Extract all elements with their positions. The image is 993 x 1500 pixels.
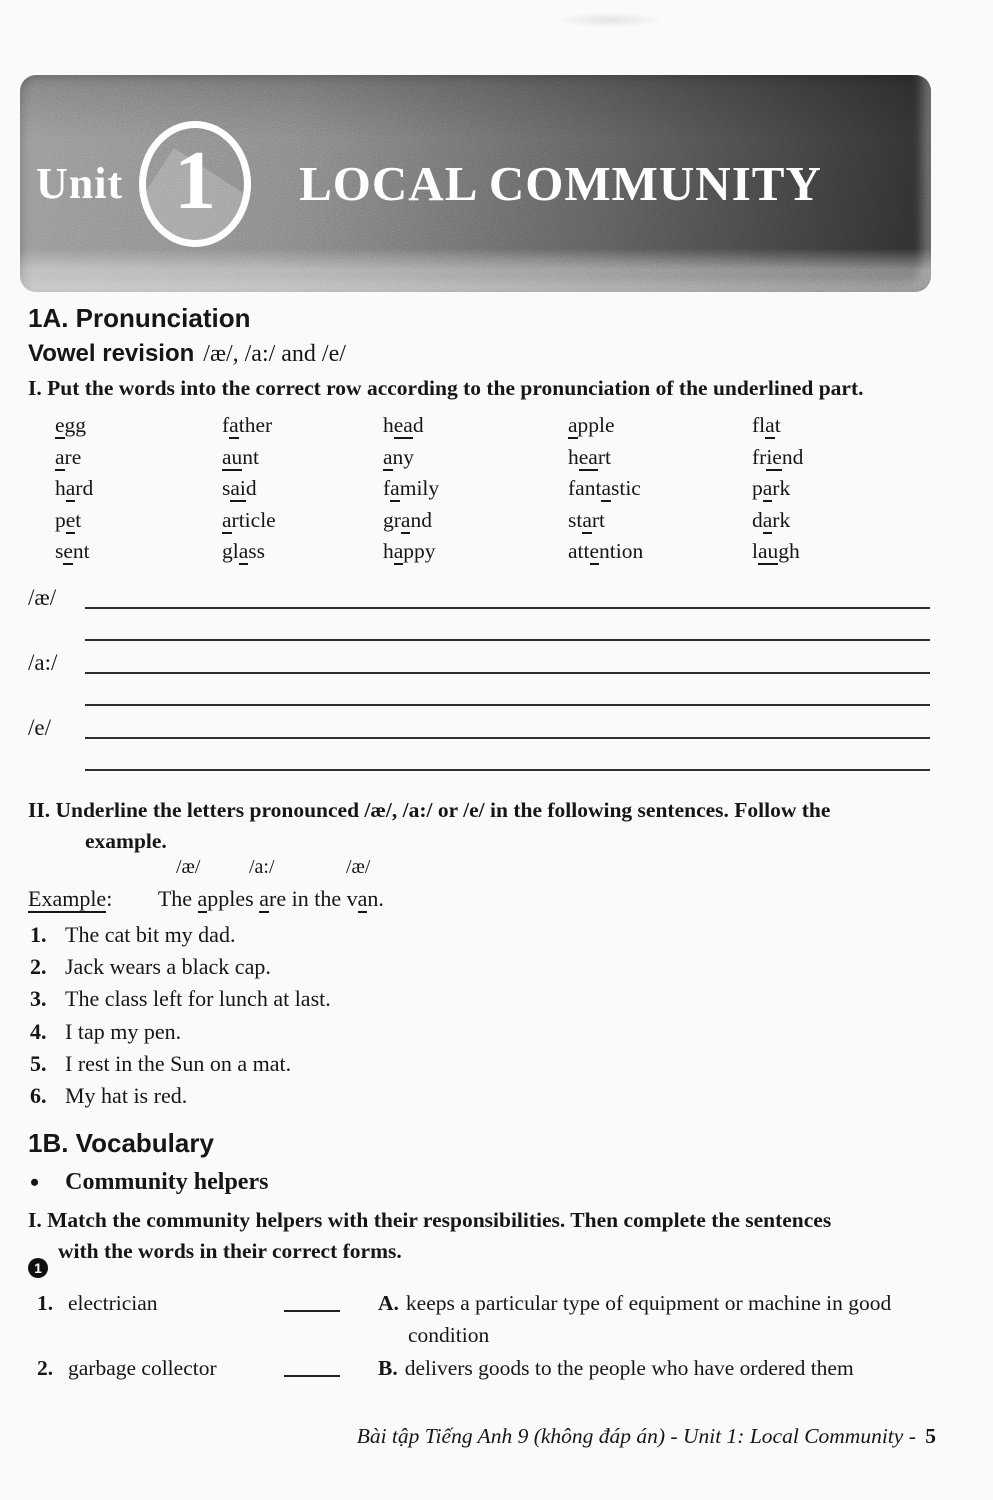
word-post: ntion — [599, 539, 644, 563]
word — [568, 445, 752, 477]
word — [568, 413, 752, 445]
unit-label: Unit — [36, 159, 124, 208]
match-item — [0, 1288, 993, 1351]
write-on-line — [85, 737, 930, 739]
word-underlined-part: a — [383, 444, 393, 469]
word — [383, 476, 568, 508]
vowel-revision-label: Vowel revision — [28, 340, 195, 367]
word — [383, 413, 568, 445]
phoneme-label: /a:/ — [28, 649, 58, 675]
word-pre: fl — [752, 413, 766, 437]
phoneme-answer-lines — [28, 581, 930, 776]
phoneme-annotation: /æ/ — [346, 856, 371, 878]
word-pre: att — [568, 539, 590, 563]
sentence-text: The cat bit my dad. — [65, 922, 236, 947]
word-post: t — [75, 507, 82, 532]
word-underlined-part: a — [762, 507, 773, 532]
example-colon: : — [106, 886, 113, 911]
word-post: mily — [399, 476, 440, 500]
phoneme-label: /e/ — [28, 714, 51, 740]
phoneme-annotations — [0, 856, 993, 884]
word-pre: gl — [222, 539, 239, 563]
word — [55, 508, 222, 540]
word-pre: h — [383, 539, 394, 563]
word-underlined-part: a — [238, 539, 249, 563]
word-pre: d — [752, 507, 763, 532]
match-letter: B. — [378, 1356, 398, 1380]
word-pre: f — [222, 413, 230, 437]
sentence-item — [0, 986, 993, 1018]
word-underlined-part: a — [393, 539, 404, 563]
word-post: ther — [238, 413, 273, 437]
section-1b-heading: 1B. Vocabulary — [28, 1128, 214, 1158]
word-post: rt — [591, 507, 606, 532]
example-row — [28, 886, 384, 912]
word-pre: h — [383, 413, 394, 437]
community-helpers-label: Community helpers — [65, 1169, 269, 1195]
word — [55, 413, 222, 445]
write-on-line — [85, 607, 930, 609]
sentence-text: I rest in the Sun on a mat. — [65, 1050, 292, 1076]
answer-line-row — [28, 679, 930, 712]
footer-title: Bài tập Tiếng Anh 9 (không đáp án) - Unit 1: Local Community - — [356, 1424, 922, 1448]
word-underlined-part: e — [55, 413, 65, 437]
word — [752, 508, 932, 540]
word-post: ppy — [403, 539, 436, 563]
bullet-icon: • — [30, 1168, 40, 1197]
example-underlined-letter: a — [357, 886, 368, 911]
word-post: ny — [392, 444, 415, 469]
vowel-revision-phonemes: /æ/, /a:/ and /e/ — [203, 341, 346, 367]
phoneme-annotation: /æ/ — [176, 856, 201, 878]
word-underlined-part: a — [568, 413, 578, 437]
word-underlined-part: a — [222, 507, 232, 532]
word — [222, 539, 383, 571]
community-helpers-row — [30, 1168, 268, 1198]
task-1a-exercise-2: II. Underline the letters pronounced /æ/, /a:/ or /e/ in the following sentences. Follow the example. — [28, 798, 831, 853]
word-underlined-part: a — [582, 507, 592, 532]
word-post: nt — [72, 539, 90, 563]
word-post: rk — [772, 507, 791, 532]
word-pre: st — [568, 507, 583, 532]
vowel-revision-subheading — [28, 340, 346, 368]
answer-blank — [284, 1310, 340, 1312]
word-pre: fant — [568, 476, 602, 500]
write-on-line — [85, 639, 930, 641]
word-underlined-part: a — [765, 413, 775, 437]
word-underlined-part: e — [589, 539, 600, 563]
example-sentence — [158, 886, 384, 911]
word-post: t — [774, 413, 781, 437]
word-post: d — [245, 476, 257, 500]
sentence-item — [0, 1051, 993, 1083]
phoneme-label: /æ/ — [28, 584, 57, 610]
word — [752, 445, 932, 477]
word — [568, 508, 752, 540]
match-description-text: keeps a particular type of equipment or machine in good — [405, 1291, 892, 1315]
phoneme-annotation: /a:/ — [249, 856, 275, 878]
word — [222, 508, 383, 540]
word-underlined-part: a — [762, 476, 773, 500]
word-underlined-part: ai — [230, 476, 246, 500]
task-1a-exercise-1: I. Put the words into the correct row according to the pronunciation of the underlined part. — [28, 376, 864, 400]
sentence-item — [0, 1083, 993, 1115]
word-pre: fr — [752, 444, 767, 469]
answer-line-row — [28, 614, 930, 647]
word-post: ss — [248, 539, 266, 563]
word-post: stic — [610, 476, 641, 500]
example-label: Example — [28, 886, 107, 911]
example-text: n. — [367, 886, 384, 911]
write-on-line — [85, 769, 930, 771]
word — [383, 539, 568, 571]
word-post: rticle — [231, 507, 276, 532]
match-term: electrician — [68, 1291, 158, 1315]
task-1b-exercise-1: I. Match the community helpers with their responsibilities. Then complete the sentences with the words in their correct forms. — [28, 1208, 832, 1263]
word-underlined-part: au — [757, 539, 779, 563]
word — [752, 539, 932, 571]
write-on-line — [85, 704, 930, 706]
write-on-line — [85, 672, 930, 674]
word — [383, 445, 568, 477]
sentence-number: 1. — [30, 922, 47, 947]
sentence-number: 4. — [30, 1018, 47, 1044]
example-text: re in the v — [269, 886, 358, 911]
sentence-text: I tap my pen. — [65, 1018, 182, 1044]
word-post: d — [412, 413, 424, 437]
unit-number: 1 — [174, 133, 217, 227]
section-1a-heading: 1A. Pronunciation — [28, 303, 251, 333]
word-pre: gr — [383, 507, 401, 532]
answer-blank — [284, 1375, 340, 1377]
example-text: pples — [207, 886, 260, 911]
word-post: nd — [781, 444, 804, 469]
answer-line-row — [28, 711, 930, 744]
answer-line-row — [28, 744, 930, 777]
word-underlined-part: a — [601, 476, 611, 500]
part-marker-circled-1: 1 — [28, 1258, 48, 1278]
word-pre: p — [752, 476, 763, 500]
word-post: gh — [778, 539, 800, 563]
word — [383, 508, 568, 540]
word-underlined-part: a — [390, 476, 400, 500]
sentence-number: 3. — [30, 986, 47, 1012]
word — [568, 476, 752, 508]
scan-smudge — [555, 12, 665, 28]
word-post: re — [64, 444, 82, 469]
match-term: garbage collector — [68, 1356, 217, 1380]
footer-page-number: 5 — [925, 1424, 936, 1448]
sentence-text: Jack wears a black cap. — [65, 954, 271, 980]
word — [568, 539, 752, 571]
word-underlined-part: a — [65, 476, 76, 500]
word-post: rk — [772, 476, 791, 500]
word — [752, 476, 932, 508]
word — [222, 445, 383, 477]
word-underlined-part: a — [55, 444, 65, 469]
sentence-item — [0, 954, 993, 986]
page-footer — [0, 1424, 993, 1449]
match-number: 1. — [37, 1291, 54, 1315]
sentence-number: 6. — [30, 1082, 47, 1108]
word-post: rd — [75, 476, 94, 500]
word-pre: h — [55, 476, 66, 500]
word-post: pple — [577, 413, 615, 437]
unit-title: LOCAL COMMUNITY — [299, 156, 822, 211]
match-letter: A. — [378, 1291, 399, 1315]
sentence-text: The class left for lunch at last. — [65, 986, 331, 1012]
word-underlined-part: e — [63, 539, 73, 563]
word-underlined-part: au — [222, 444, 243, 469]
sentence-number: 2. — [30, 954, 47, 980]
example-text: The — [157, 886, 198, 911]
word-underlined-part: a — [400, 507, 411, 532]
word-pre: s — [222, 476, 231, 500]
example-underlined-letter: a — [197, 886, 208, 911]
example-underlined-letter: a — [259, 886, 270, 911]
word-underlined-part: ie — [766, 444, 782, 469]
unit-banner — [20, 75, 931, 292]
match-description-line — [378, 1353, 963, 1385]
sentence-number: 5. — [30, 1050, 47, 1076]
match-number: 2. — [37, 1356, 54, 1380]
word-pre: p — [55, 507, 66, 532]
unit-number-circle — [139, 121, 251, 247]
sentence-list — [0, 922, 993, 1115]
word — [55, 476, 222, 508]
word-post: rt — [597, 444, 611, 469]
word-underlined-part: ea — [393, 413, 413, 437]
word — [752, 413, 932, 445]
sentence-item — [0, 922, 993, 954]
match-description — [378, 1288, 963, 1351]
word-pre: s — [55, 539, 64, 563]
sentence-text: My hat is red. — [65, 1082, 188, 1108]
match-list — [0, 1288, 993, 1387]
answer-line-row — [28, 581, 930, 614]
match-description-text: delivers goods to the people who have ordered them — [404, 1356, 854, 1380]
word — [222, 476, 383, 508]
match-description — [378, 1353, 963, 1385]
word-pre: h — [568, 444, 579, 469]
word-pre: f — [383, 476, 391, 500]
word-post: nt — [242, 444, 260, 469]
word — [55, 539, 222, 571]
unit-banner-content — [20, 75, 931, 292]
word-underlined-part: a — [229, 413, 239, 437]
match-description-line — [378, 1288, 963, 1320]
word-underlined-part: e — [65, 507, 76, 532]
match-description-line: condition — [408, 1322, 490, 1347]
answer-line-row — [28, 646, 930, 679]
word — [222, 413, 383, 445]
word-post: nd — [410, 507, 432, 532]
word-pre: l — [752, 539, 758, 563]
word-underlined-part: ea — [578, 444, 598, 469]
word — [55, 445, 222, 477]
word-post: gg — [64, 413, 87, 437]
sentence-item — [0, 1019, 993, 1051]
word-grid — [55, 413, 932, 571]
match-item — [0, 1353, 993, 1385]
